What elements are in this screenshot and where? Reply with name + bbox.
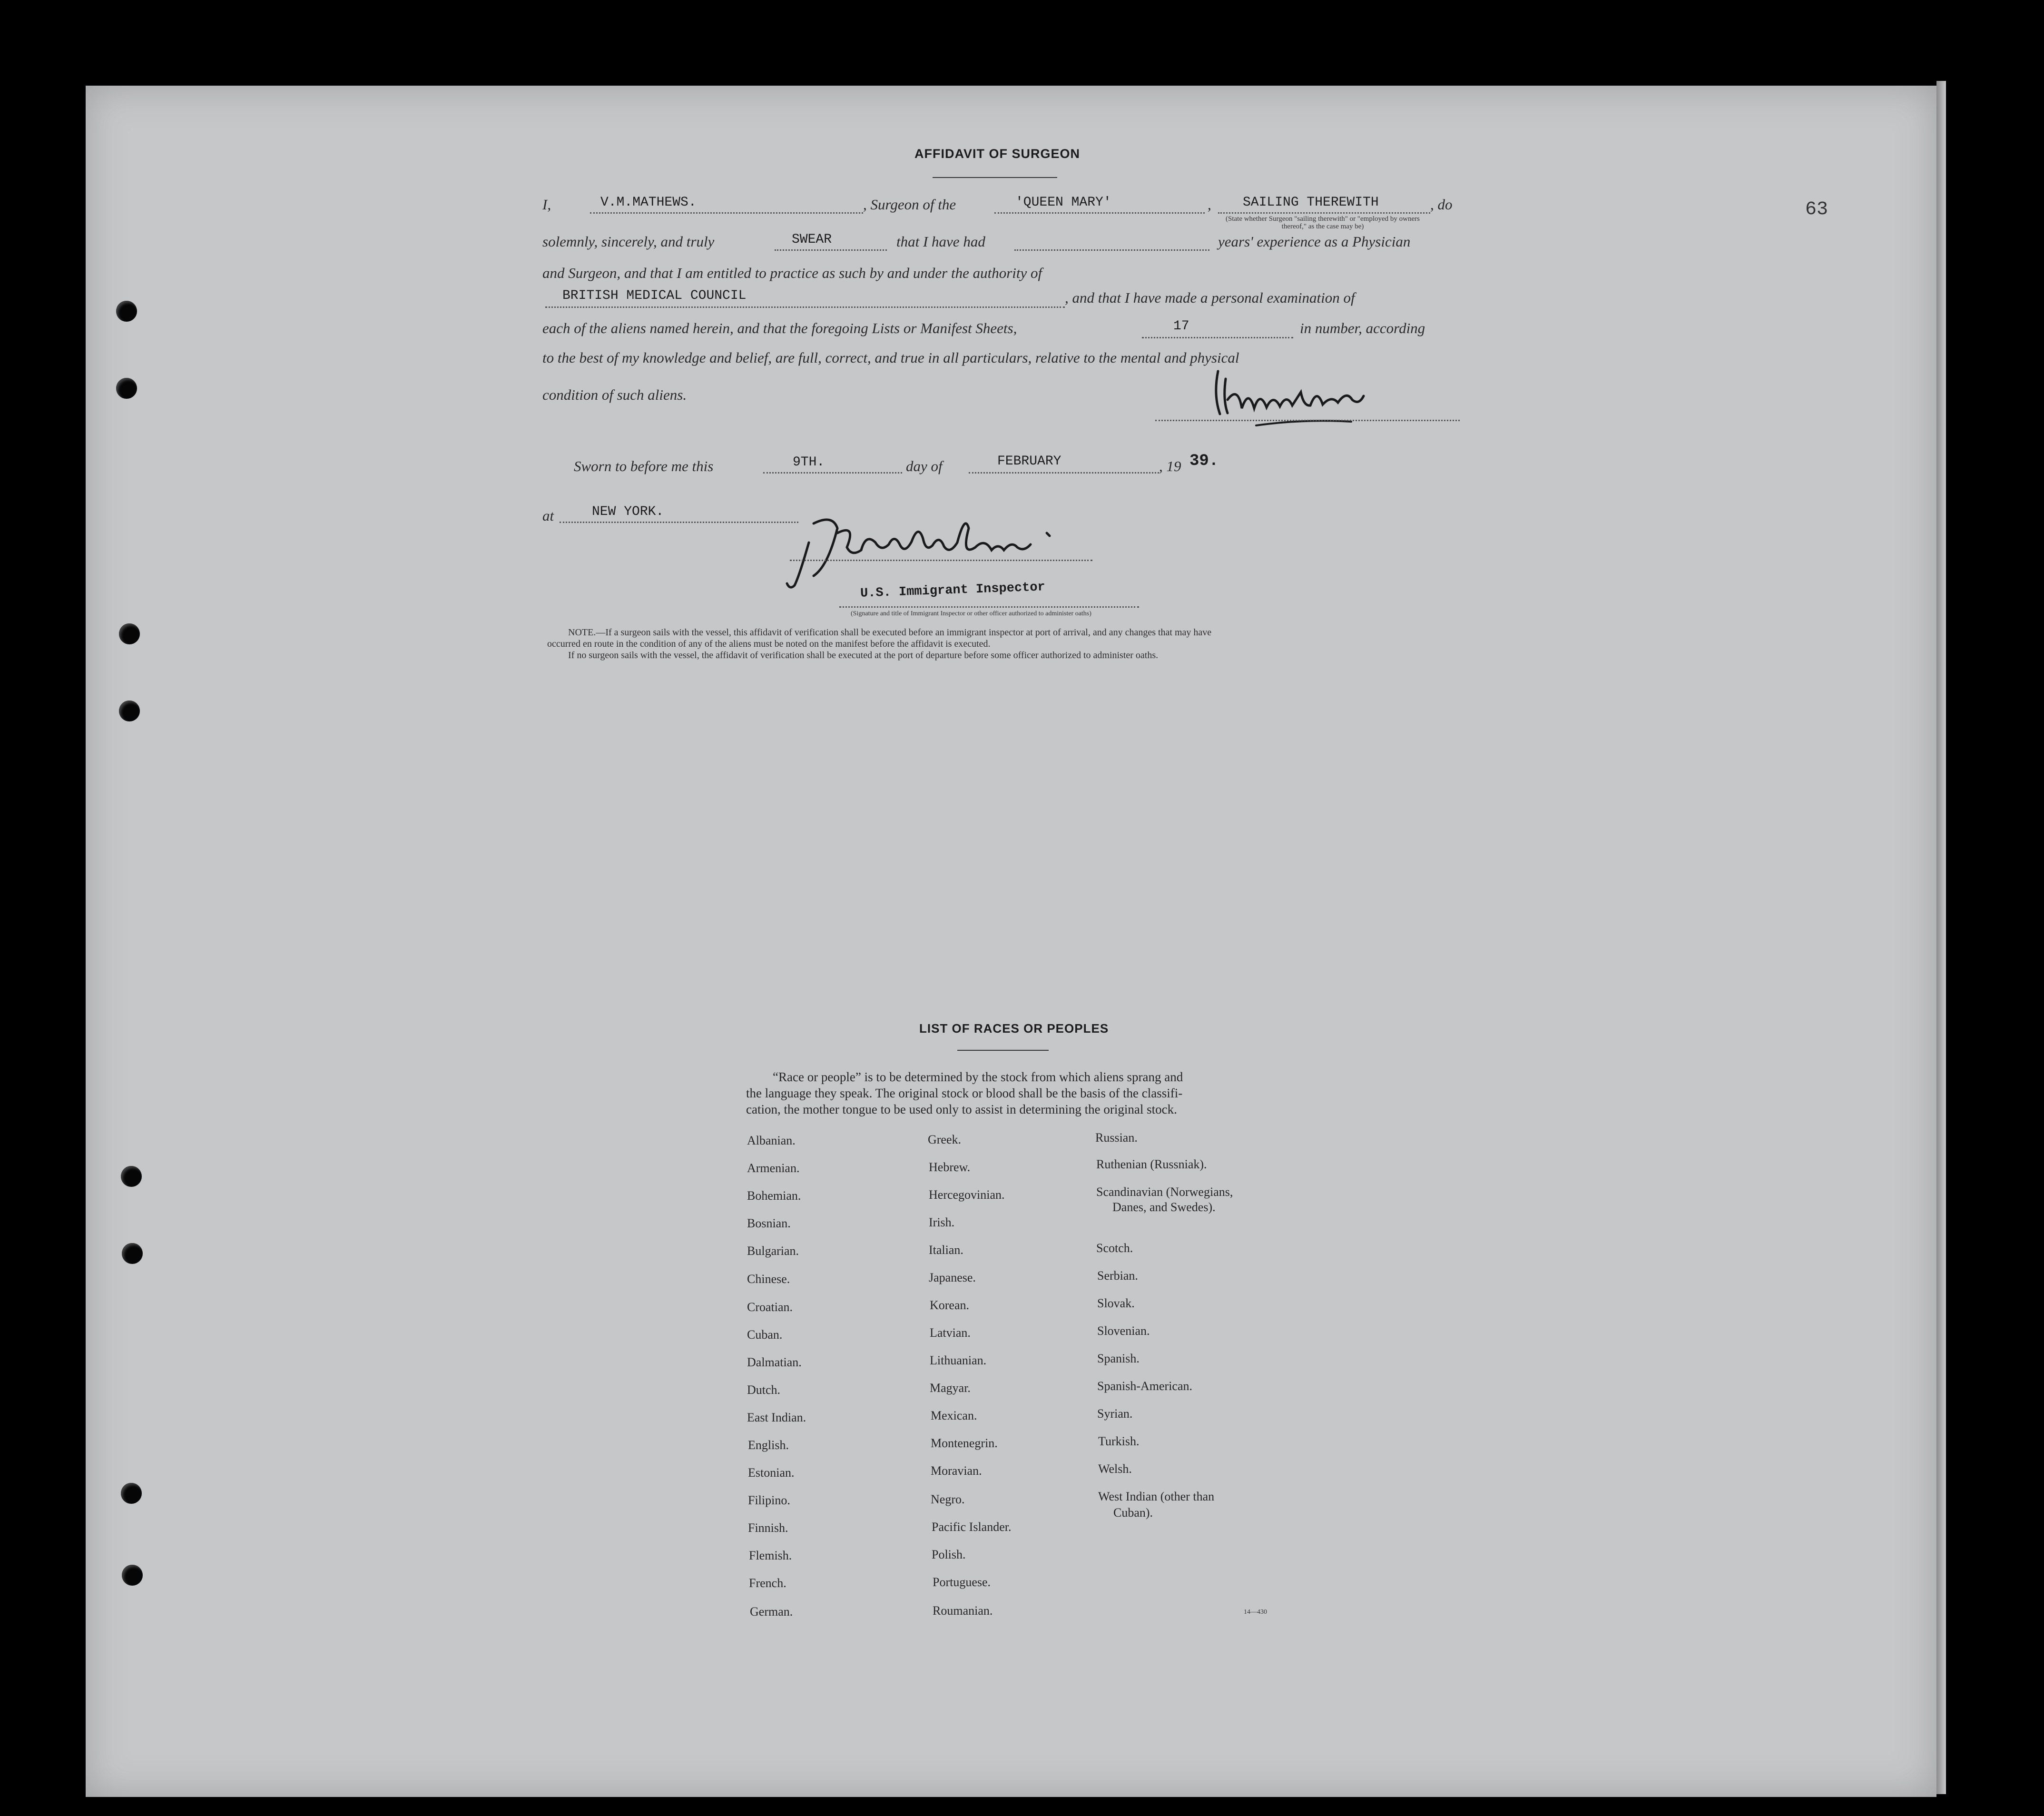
race-item: Bulgarian. xyxy=(747,1244,799,1258)
affidavit-text: at xyxy=(542,507,554,524)
page-number: 63 xyxy=(1805,199,1828,220)
affidavit-text: Sworn to before me this xyxy=(574,458,714,474)
race-item: Magyar. xyxy=(930,1381,971,1395)
race-item: West Indian (other than xyxy=(1098,1490,1215,1503)
race-item: Dutch. xyxy=(747,1383,781,1397)
race-item: German. xyxy=(750,1605,793,1619)
race-item: Spanish. xyxy=(1097,1352,1140,1365)
race-item: Serbian. xyxy=(1097,1269,1138,1283)
note-line: NOTE.—If a surgeon sails with the vessel, this affidavit of verification shall be executed before an immigrant inspector at port of arrival, and any changes that may have xyxy=(568,627,1212,638)
affidavit-text: , and that I have made a personal examination of xyxy=(1065,289,1355,306)
race-item: Montenegrin. xyxy=(931,1436,998,1450)
race-item: Bohemian. xyxy=(747,1189,801,1203)
race-item: Lithuanian. xyxy=(930,1353,987,1367)
surgeon-name: V.M.MATHEWS. xyxy=(600,195,697,210)
page-edge xyxy=(1936,81,1946,1794)
race-item: Welsh. xyxy=(1098,1462,1132,1476)
race-item: Cuban. xyxy=(747,1328,783,1342)
race-item: Croatian. xyxy=(747,1300,793,1314)
race-item: English. xyxy=(748,1438,789,1452)
affidavit-text: that I have had xyxy=(896,233,985,250)
sworn-day: 9TH. xyxy=(793,455,825,470)
race-item: Negro. xyxy=(931,1492,965,1506)
binder-hole xyxy=(119,701,140,721)
race-item: Mexican. xyxy=(931,1409,977,1422)
affidavit-text: day of xyxy=(906,458,943,474)
race-item: Portuguese. xyxy=(933,1575,991,1589)
binder-hole xyxy=(119,623,140,644)
surgeon-signature xyxy=(1209,362,1394,433)
sailing-status: SAILING THEREWITH xyxy=(1243,195,1379,210)
affidavit-text: years' experience as a Physician xyxy=(1218,233,1411,250)
authority: BRITISH MEDICAL COUNCIL xyxy=(562,288,747,303)
binder-hole xyxy=(122,1243,143,1264)
race-item: French. xyxy=(749,1576,786,1590)
signature-line xyxy=(839,606,1139,608)
fill-line xyxy=(1218,212,1430,214)
affidavit-heading: AFFIDAVIT OF SURGEON xyxy=(914,147,1080,161)
race-item: Albanian. xyxy=(747,1134,796,1147)
sworn-place: NEW YORK. xyxy=(592,504,664,519)
race-item: Slovenian. xyxy=(1097,1324,1150,1338)
affidavit-text: , 19 xyxy=(1159,458,1181,474)
fill-line xyxy=(545,306,1065,308)
sworn-month: FEBRUARY xyxy=(997,454,1061,469)
race-item: Latvian. xyxy=(930,1326,971,1340)
race-item: Spanish-American. xyxy=(1097,1379,1193,1393)
fill-line xyxy=(590,212,863,214)
race-item: Slovak. xyxy=(1097,1296,1135,1310)
race-item: Scandinavian (Norwegians, xyxy=(1096,1185,1233,1199)
race-item: Polish. xyxy=(932,1548,966,1561)
binder-hole xyxy=(121,1166,142,1187)
race-item: Chinese. xyxy=(747,1272,790,1286)
race-item: Danes, and Swedes). xyxy=(1112,1200,1216,1214)
affidavit-text: condition of such aliens. xyxy=(542,386,687,403)
race-item: Irish. xyxy=(929,1215,955,1229)
race-item: Estonian. xyxy=(748,1466,795,1480)
fill-line xyxy=(1014,249,1209,251)
note-line: If no surgeon sails with the vessel, the affidavit of verification shall be executed at the port of departure before some officer authorized to administer oaths. xyxy=(568,650,1159,661)
sworn-year: 39. xyxy=(1189,452,1219,470)
affidavit-text: to the best of my knowledge and belief, are full, correct, and true in all particulars, relative to the mental and physical xyxy=(542,349,1239,366)
fill-line xyxy=(775,249,887,251)
sheet-count: 17 xyxy=(1173,319,1189,334)
race-item: Italian. xyxy=(929,1243,963,1257)
note-line: occurred en route in the condition of any of the aliens must be noted on the manifest before the affidavit is executed. xyxy=(547,639,991,649)
signature-line xyxy=(1155,420,1460,421)
race-item: Cuban). xyxy=(1113,1506,1153,1520)
affidavit-text: I, xyxy=(542,196,551,213)
race-item: Dalmatian. xyxy=(747,1355,802,1369)
race-item: Filipino. xyxy=(748,1493,790,1507)
race-item: Syrian. xyxy=(1097,1407,1133,1421)
races-heading: LIST OF RACES OR PEOPLES xyxy=(919,1021,1109,1036)
race-item: Hebrew. xyxy=(929,1160,971,1174)
inspector-note: (Signature and title of Immigrant Inspector or other officer authorized to administer oaths) xyxy=(851,610,1091,617)
race-item: Roumanian. xyxy=(933,1604,993,1618)
races-intro: the language they speak. The original stock or blood shall be the basis of the classifi- xyxy=(746,1086,1183,1100)
races-intro: cation, the mother tongue to be used only to assist in determining the original stock. xyxy=(746,1102,1177,1116)
form-number: 14—430 xyxy=(1244,1609,1267,1616)
race-item: Scotch. xyxy=(1096,1241,1133,1255)
affidavit-text: , Surgeon of the xyxy=(863,196,956,213)
race-item: Japanese. xyxy=(929,1271,976,1284)
race-item: Finnish. xyxy=(748,1521,788,1535)
affidavit-text: , do xyxy=(1430,196,1453,213)
affidavit-text: in number, according xyxy=(1300,320,1425,336)
race-item: East Indian. xyxy=(747,1411,806,1424)
race-item: Korean. xyxy=(930,1298,970,1312)
race-item: Turkish. xyxy=(1098,1434,1140,1448)
affidavit-text: solemnly, sincerely, and truly xyxy=(542,233,715,250)
binder-hole xyxy=(116,301,137,322)
heading-underline xyxy=(957,1050,1049,1051)
race-item: Bosnian. xyxy=(747,1216,791,1230)
document-page xyxy=(86,86,1936,1797)
race-item: Ruthenian (Russniak). xyxy=(1096,1157,1207,1171)
race-item: Armenian. xyxy=(747,1161,800,1175)
race-item: Pacific Islander. xyxy=(932,1520,1012,1534)
race-item: Greek. xyxy=(928,1133,962,1146)
races-intro: “Race or people” is to be determined by the stock from which aliens sprang and xyxy=(773,1070,1183,1084)
affidavit-text: and Surgeon, and that I am entitled to practice as such by and under the authority of xyxy=(542,265,1042,281)
inspector-title: U.S. Immigrant Inspector xyxy=(860,580,1046,601)
race-item: Flemish. xyxy=(749,1549,792,1562)
binder-hole xyxy=(121,1483,142,1504)
binder-hole xyxy=(122,1565,143,1586)
fill-line xyxy=(1142,337,1293,338)
signature-line xyxy=(790,560,1092,561)
race-item: Russian. xyxy=(1095,1131,1138,1145)
affidavit-text: , xyxy=(1208,196,1211,213)
race-item: Moravian. xyxy=(931,1464,982,1478)
binder-hole xyxy=(116,378,137,399)
affidavit-text: each of the aliens named herein, and that the foregoing Lists or Manifest Sheets, xyxy=(542,320,1017,336)
vessel-name: 'QUEEN MARY' xyxy=(1015,195,1111,210)
fill-line xyxy=(560,522,798,523)
oath-type: SWEAR xyxy=(792,232,832,247)
fill-line xyxy=(969,472,1159,474)
heading-underline xyxy=(933,177,1057,178)
race-item: Hercegovinian. xyxy=(929,1188,1005,1202)
fill-line xyxy=(763,472,902,474)
sailing-note: (State whether Surgeon "sailing therewith" or "employed by owners thereof," as the case may be) xyxy=(1225,215,1420,230)
fill-line xyxy=(994,212,1205,214)
